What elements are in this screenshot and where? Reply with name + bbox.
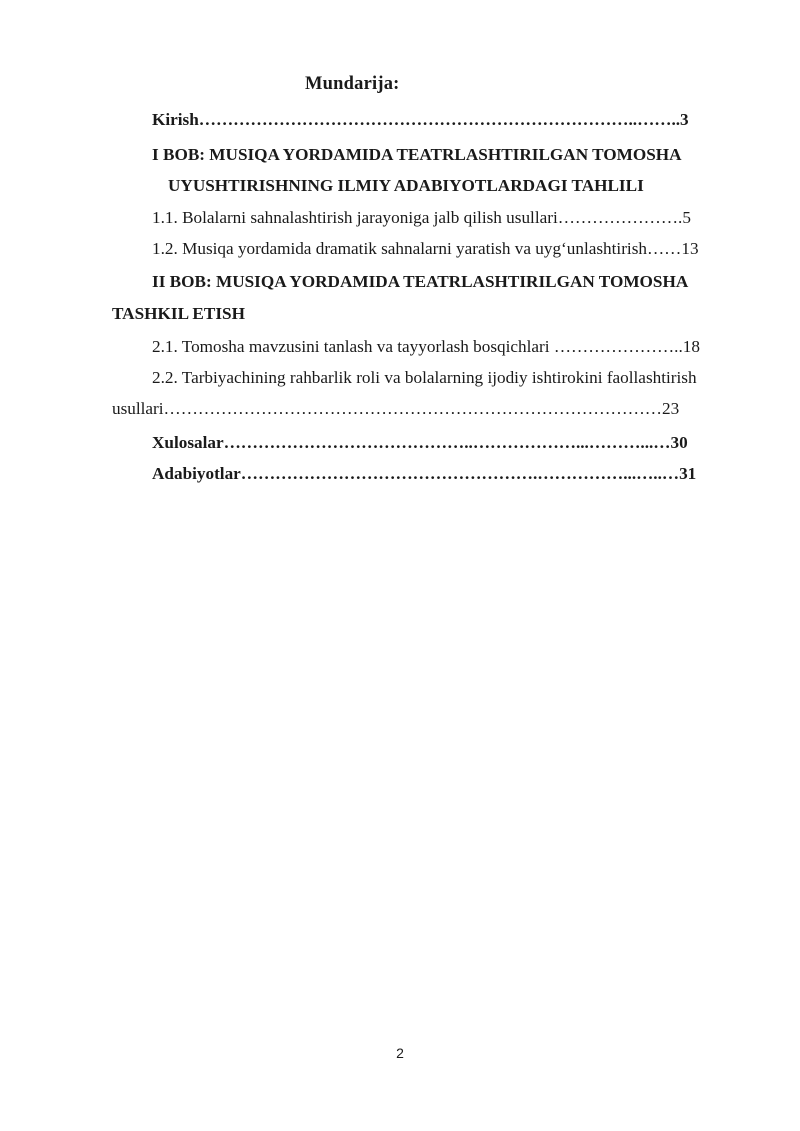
toc-entry-section-2-2-line-2: usullari……………………………………………………………………………23 xyxy=(112,399,680,418)
page-number: 2 xyxy=(396,1045,404,1061)
page-title: Mundarija: xyxy=(305,74,400,94)
toc-entry-section-1-1: 1.1. Bolalarni sahnalashtirish jarayoniga jalb qilish usullari………………….5 xyxy=(152,208,691,227)
toc-entry-references: Adabiyotlar…………………………………………….……………...…..…31 xyxy=(152,464,697,483)
toc-entry-chapter-1-line-2: UYUSHTIRISHNING ILMIY ADABIYOTLARDAGI TAHLILI xyxy=(168,176,644,195)
toc-entry-conclusion: Xulosalar……………………………………..………………...………...…30 xyxy=(152,433,688,452)
toc-entry-section-1-2: 1.2. Musiqa yordamida dramatik sahnalarni yaratish va uyg‘unlashtirish……13 xyxy=(152,239,699,258)
toc-entry-chapter-2-line-2: TASHKIL ETISH xyxy=(112,304,245,323)
toc-entry-section-2-2-line-1: 2.2. Tarbiyachining rahbarlik roli va bolalarning ijodiy ishtirokini faollashtirish xyxy=(152,368,697,387)
toc-entry-chapter-1-line-1: I BOB: MUSIQA YORDAMIDA TEATRLASHTIRILGAN TOMOSHA xyxy=(152,145,682,164)
toc-entry-chapter-2-line-1: II BOB: MUSIQA YORDAMIDA TEATRLASHTIRILGAN TOMOSHA xyxy=(152,272,689,291)
toc-entry-intro: Kirish…………………………………………………………………..……..3 xyxy=(152,110,689,129)
toc-entry-section-2-1: 2.1. Tomosha mavzusini tanlash va tayyorlash bosqichlari …………………..18 xyxy=(152,337,700,356)
